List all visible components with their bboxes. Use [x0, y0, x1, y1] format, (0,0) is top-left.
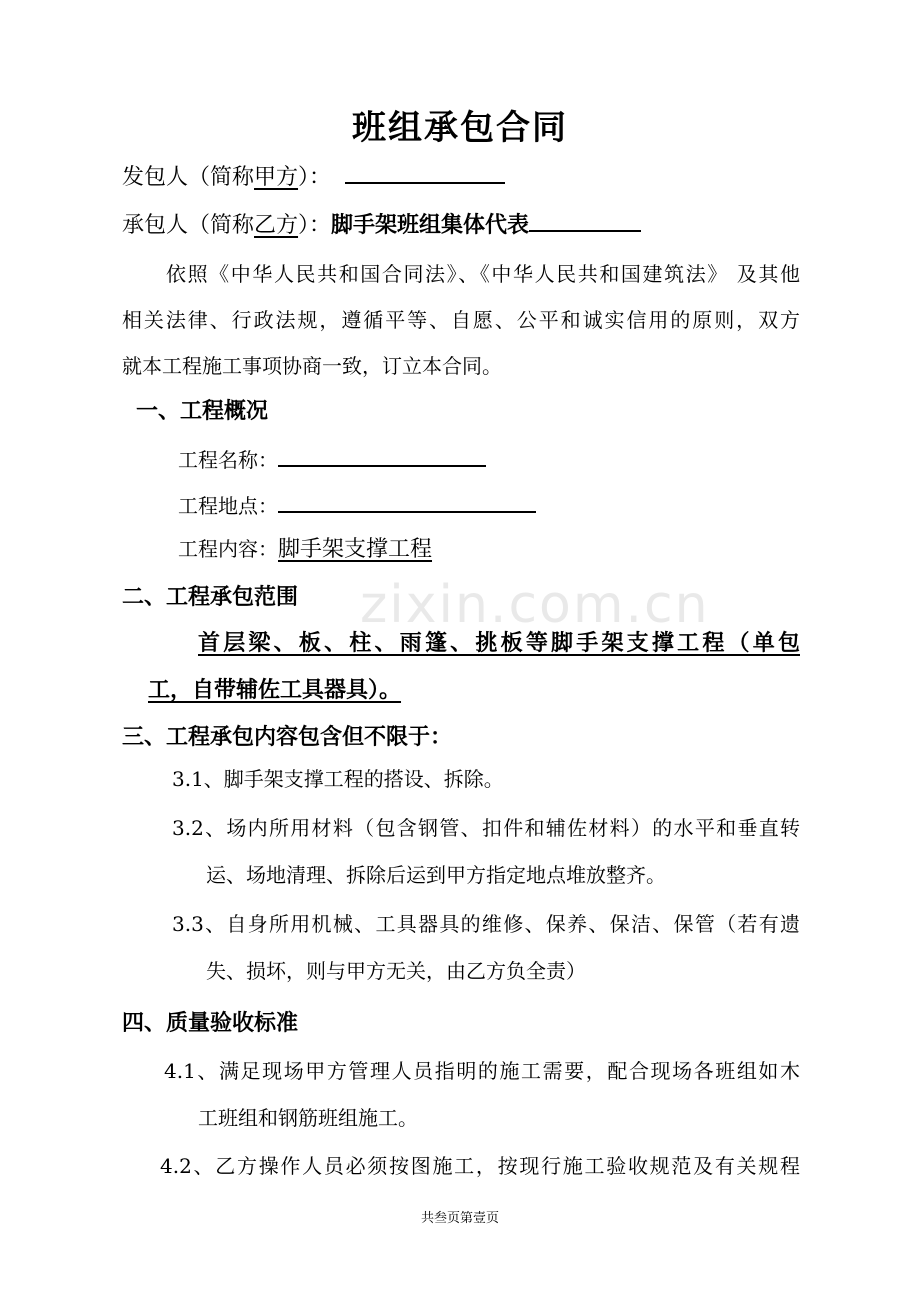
- intro-line-1: 依照《中华人民共和国合同法》、《中华人民共和国建筑法》 及其他: [166, 262, 800, 286]
- project-location-line: [178, 490, 536, 519]
- project-name-line: [178, 444, 486, 473]
- party-a-blank: [345, 181, 505, 184]
- item-3-2-line-1: 3.2、场内所用材料（包含钢管、扣件和辅佐材料）的水平和垂直转: [172, 816, 800, 840]
- project-content-value: 脚手架支撑工程: [278, 537, 433, 562]
- item-4-1-line-2: 工班组和钢筋班组施工。: [198, 1106, 418, 1130]
- project-name-blank: [278, 464, 486, 467]
- item-3-1: 3.1、脚手架支撑工程的搭设、拆除。: [172, 767, 504, 791]
- item-3-3-line-2: 失、损坏，则与甲方无关，由乙方负全责）: [206, 959, 586, 983]
- item-3-3-line-1: 3.3、自身所用机械、工具器具的维修、保养、保洁、保管（若有遗: [172, 912, 800, 936]
- party-a-prefix: 发包人（简称: [122, 165, 255, 190]
- party-b-suffix: ）：: [298, 213, 332, 238]
- watermark: zixin.com.cn: [360, 575, 710, 635]
- intro-line-3: 就本工程施工事项协商一致，订立本合同。: [122, 354, 502, 378]
- party-a-short: 甲方: [254, 165, 299, 190]
- project-location-blank: [278, 510, 536, 513]
- item-3-2-line-2: 运、场地清理、拆除后运到甲方指定地点堆放整齐。: [206, 863, 666, 887]
- page-footer: 共叁页第壹页: [420, 1211, 499, 1226]
- scope-line-2: 工，自带辅佐工具器具）。: [148, 677, 402, 703]
- intro-line-2: 相关法律、行政法规，遵循平等、自愿、公平和诚实信用的原则，双方: [122, 308, 800, 332]
- scope-line-1: 首层梁、板、柱、雨篷、挑板等脚手架支撑工程（单包: [198, 630, 800, 656]
- project-content-line: [178, 532, 432, 563]
- item-4-1-line-1: 4.1、满足现场甲方管理人员指明的施工需要，配合现场各班组如木: [164, 1059, 800, 1083]
- party-b-prefix: 承包人（简称: [122, 213, 255, 238]
- contract-title: 班组承包合同: [352, 108, 568, 148]
- section3-heading: 三、工程承包内容包含但不限于：: [122, 724, 453, 750]
- party-b-short: 乙方: [254, 213, 299, 238]
- section1-heading: 一、工程概况: [136, 398, 269, 424]
- section4-heading: 四、质量验收标准: [122, 1010, 299, 1036]
- section2-heading: 二、工程承包范围: [122, 584, 299, 610]
- party-b-blank: [529, 229, 641, 232]
- project-location-label: 工程地点：: [178, 494, 278, 518]
- project-content-label: 工程内容：: [178, 537, 278, 561]
- item-4-2-line-1: 4.2、乙方操作人员必须按图施工，按现行施工验收规范及有关规程: [160, 1154, 800, 1178]
- party-a-line: [122, 160, 505, 191]
- party-b-line: [122, 208, 641, 239]
- party-b-value: 脚手架班组集体代表: [331, 212, 530, 238]
- project-name-label: 工程名称：: [178, 448, 278, 472]
- party-a-suffix: ）：: [298, 165, 332, 190]
